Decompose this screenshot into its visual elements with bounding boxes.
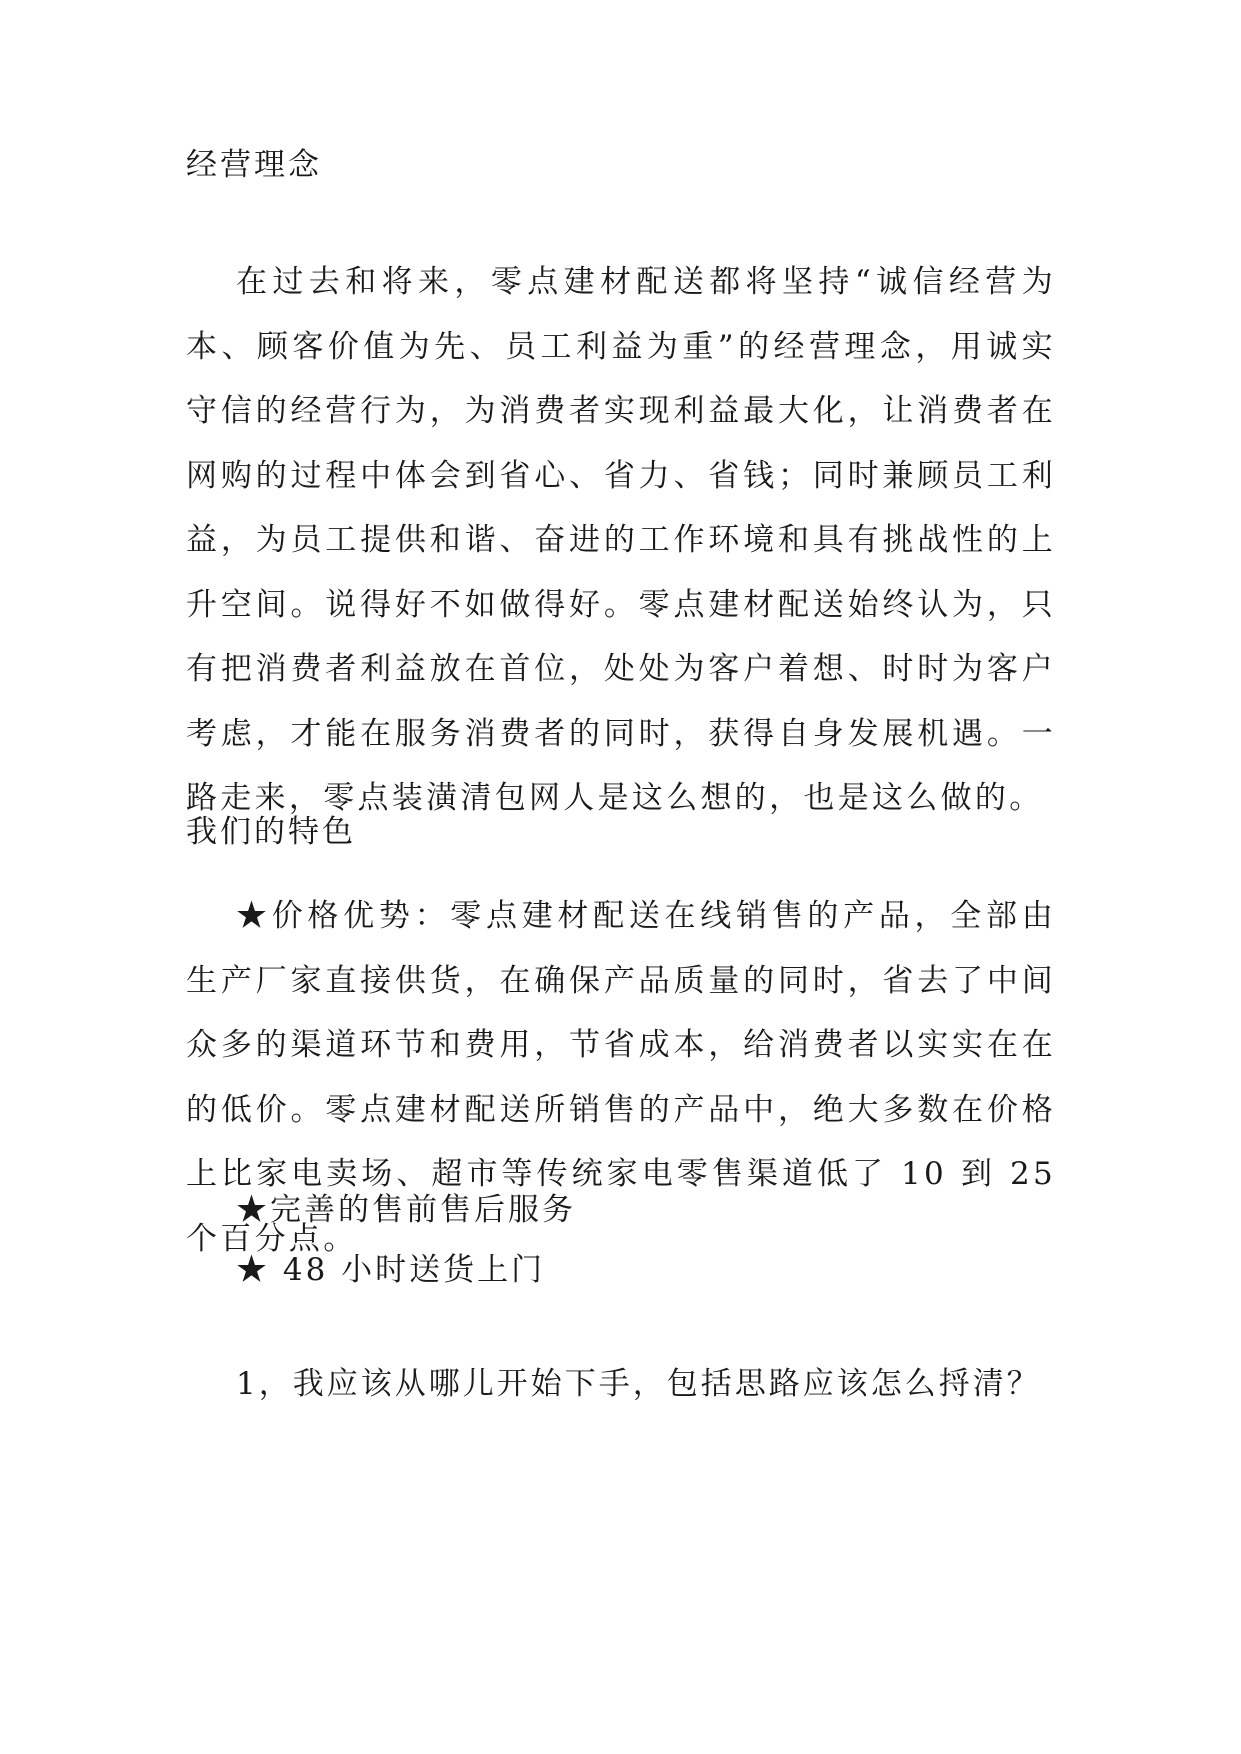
delivery-feature-item: ★ 48 小时送货上门 <box>236 1252 546 1288</box>
price-advantage-paragraph: ★价格优势：零点建材配送在线销售的产品，全部由生产厂家直接供货，在确保产品质量的同时，省去了中间众多的渠道环节和费用，节省成本，给消费者以实实在在的低价。零点建材配送所销售的产品中，绝大多数在价格上比家电卖场、超市等传统家电零售渠道低了 10 到 25 个百分点。 <box>186 898 1056 1257</box>
section-title-features: 我们的特色 <box>186 814 356 850</box>
service-feature-item: ★完善的售前售后服务 <box>236 1192 576 1228</box>
section-title-philosophy: 经营理念 <box>186 147 322 183</box>
question-line: 1，我应该从哪儿开始下手，包括思路应该怎么捋清？ <box>236 1366 1041 1402</box>
philosophy-paragraph: 在过去和将来，零点建材配送都将坚持“诚信经营为本、顾客价值为先、员工利益为重”的经营理念，用诚实守信的经营行为，为消费者实现利益最大化，让消费者在网购的过程中体会到省心、省力、省钱；同时兼顾员工利益，为员工提供和谐、奋进的工作环境和具有挑战性的上升空间。说得好不如做得好。零点建材配送始终认为，只有把消费者利益放在首位，处处为客户着想、时时为客户考虑，才能在服务消费者的同时，获得自身发展机遇。一路走来，零点装潢清包网人是这么想的，也是这么做的。 <box>186 264 1056 816</box>
